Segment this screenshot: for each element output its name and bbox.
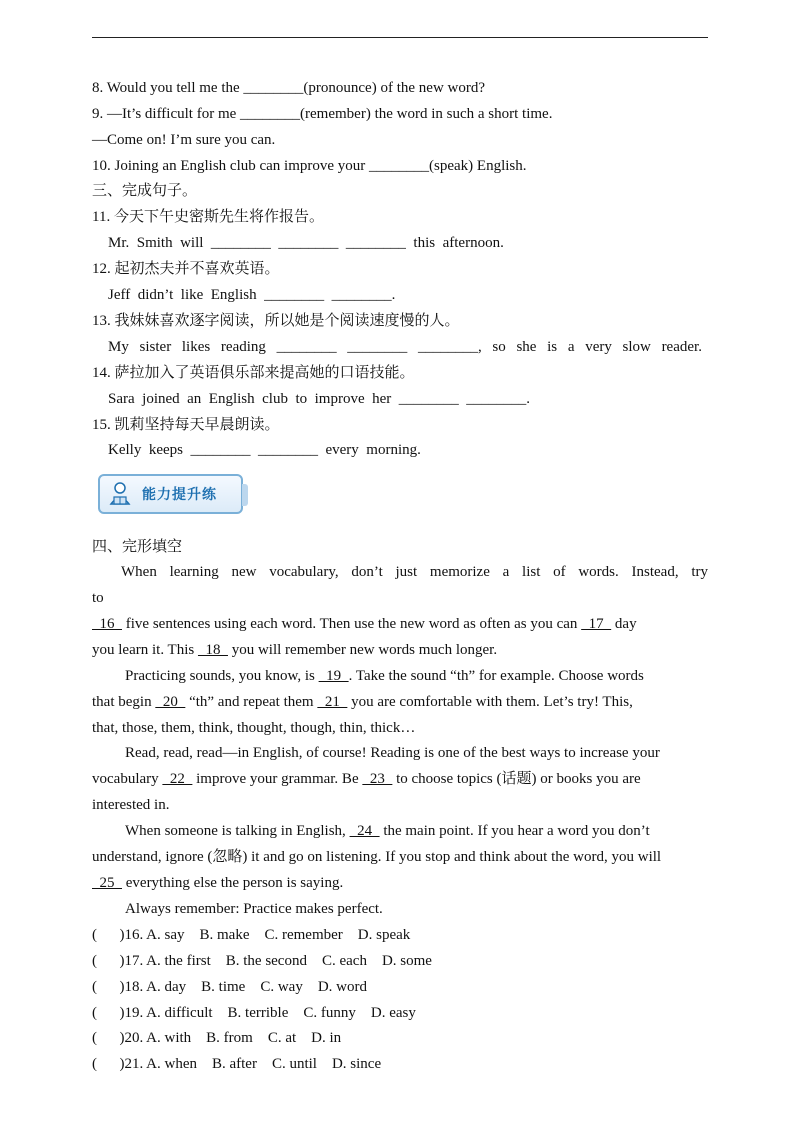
item-11-english: Mr. Smith will ________ ________ ________ this afternoon. xyxy=(108,235,504,251)
cloze-p3-line1: Read, read, read—in English, of course! Reading is one of the best ways to increase your xyxy=(125,745,660,761)
cloze-p1-line4: you learn it. This 18 you will remember new words much longer. xyxy=(92,642,498,658)
blank-19: 19 xyxy=(318,668,349,684)
item-13-chinese: 13. 我妹妹喜欢逐字阅读，所以她是个阅读速度慢的人。 xyxy=(92,313,460,329)
item-11-chinese: 11. 今天下午史密斯先生将作报告。 xyxy=(92,209,324,225)
header-rule xyxy=(92,37,708,38)
banner-tab xyxy=(242,484,248,506)
cloze-p4-line2: understand, ignore (忽略) it and go on listening. If you stop and think about the word, you will xyxy=(92,849,662,865)
item-15-english: Kelly keeps ________ ________ every morning. xyxy=(108,442,421,458)
question-8: 8. Would you tell me the ________(pronounce) of the new word? xyxy=(92,80,486,96)
blank-23: 23 xyxy=(362,771,393,787)
option-row-17: ( )17. A. the first B. the second C. each D. some xyxy=(92,953,432,969)
question-9: 9. —It’s difficult for me ________(remember) the word in such a short time. xyxy=(92,106,553,122)
cloze-p3-line2: vocabulary 22 improve your grammar. Be 23 to choose topics (话题) or books you are xyxy=(92,771,641,787)
cloze-p5: Always remember: Practice makes perfect. xyxy=(125,901,383,917)
option-row-21: ( )21. A. when B. after C. until D. since xyxy=(92,1056,382,1072)
item-15-chinese: 15. 凯莉坚持每天早晨朗读。 xyxy=(92,417,280,433)
cloze-p4-line1: When someone is talking in English, 24 the main point. If you hear a word you don’t xyxy=(125,823,650,839)
blank-22: 22 xyxy=(162,771,193,787)
cloze-p4-line3: 25 everything else the person is saying. xyxy=(92,875,344,891)
item-13-english: My sister likes reading ________ ________ ________, so she is a very slow reader. xyxy=(108,339,702,355)
question-10: 10. Joining an English club can improve your ________(speak) English. xyxy=(92,158,527,174)
cloze-p1-line2: to xyxy=(92,590,104,606)
cloze-p3-line3: interested in. xyxy=(92,797,170,813)
item-12-chinese: 12. 起初杰夫并不喜欢英语。 xyxy=(92,261,280,277)
banner-label: 能力提升练 xyxy=(142,487,217,503)
cloze-p2-line1: Practicing sounds, you know, is 19 . Take the sound “th” for example. Choose words xyxy=(125,668,644,684)
blank-20: 20 xyxy=(155,694,186,710)
option-row-20: ( )20. A. with B. from C. at D. in xyxy=(92,1030,342,1046)
section-3-heading: 三、完成句子。 xyxy=(92,183,198,199)
blank-17: 17 xyxy=(581,616,612,632)
cloze-p1-line3: 16 five sentences using each word. Then use the new word as often as you can 17 day xyxy=(92,616,637,632)
section-4-heading: 四、完形填空 xyxy=(92,539,183,555)
blank-24: 24 xyxy=(349,823,380,839)
cloze-p1-line1: When learning new vocabulary, don’t just memorize a list of words. Instead, try xyxy=(121,564,708,580)
student-reading-icon xyxy=(106,480,134,508)
blank-18: 18 xyxy=(197,642,228,658)
option-row-16: ( )16. A. say B. make C. remember D. speak xyxy=(92,927,411,943)
option-row-18: ( )18. A. day B. time C. way D. word xyxy=(92,979,367,995)
blank-16: 16 xyxy=(92,616,122,632)
blank-25: 25 xyxy=(92,875,122,891)
item-12-english: Jeff didn’t like English ________ ________. xyxy=(108,287,396,303)
cloze-p2-line3: that, those, them, think, thought, though, thin, thick… xyxy=(92,720,416,736)
blank-21: 21 xyxy=(317,694,348,710)
question-9-reply: —Come on! I’m sure you can. xyxy=(92,132,276,148)
ability-banner xyxy=(98,474,243,514)
item-14-english: Sara joined an English club to improve her ________ ________. xyxy=(108,391,531,407)
option-row-19: ( )19. A. difficult B. terrible C. funny D. easy xyxy=(92,1005,416,1021)
cloze-p2-line2: that begin 20 “th” and repeat them 21 you are comfortable with them. Let’s try! This, xyxy=(92,694,633,710)
item-14-chinese: 14. 萨拉加入了英语俱乐部来提高她的口语技能。 xyxy=(92,365,415,381)
